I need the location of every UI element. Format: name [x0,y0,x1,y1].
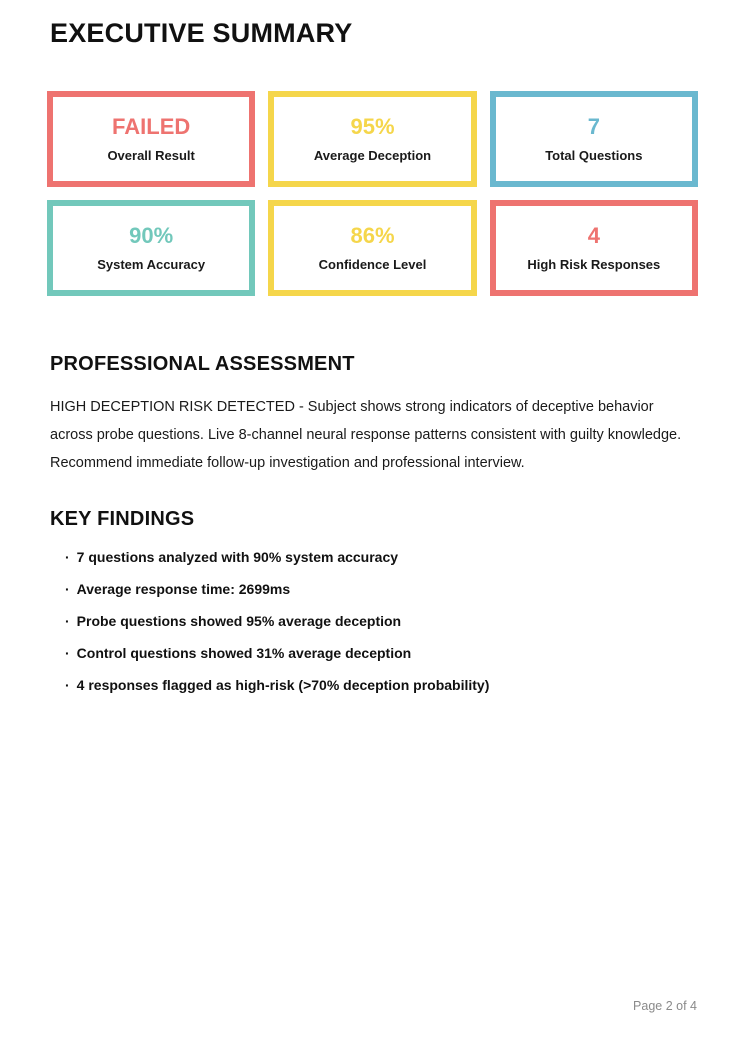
stat-label: Overall Result [107,148,195,163]
stat-card-high-risk-responses [490,200,698,296]
stat-label: High Risk Responses [527,257,661,272]
stat-label: Confidence Level [318,257,427,272]
stat-card-system-accuracy [47,200,255,296]
stat-label: Total Questions [545,148,643,163]
stats-grid [47,91,698,296]
professional-assessment-body: HIGH DECEPTION RISK DETECTED - Subject shows strong indicators of deceptive behavior across probe questions. Live 8-channel neural response patterns consistent with guilty knowledge. Recommend immediate follow-up investigation and professional interview. [50,399,682,471]
key-finding-item: · Probe questions showed 95% average deception [65,614,698,628]
key-finding-item: · Control questions showed 31% average deception [65,646,698,660]
stat-value: 7 [587,114,600,139]
key-finding-item: · 7 questions analyzed with 90% system accuracy [65,550,698,564]
page-number: Page 2 of 4 [633,999,697,1013]
professional-assessment-section [50,353,698,477]
stat-card-total-questions [490,91,698,187]
stat-label: Average Deception [313,148,432,163]
stat-value: 86% [350,223,395,248]
stat-value: FAILED [112,114,191,139]
stat-value: 90% [129,223,174,248]
page-title: EXECUTIVE SUMMARY [50,18,353,48]
key-findings-list [50,550,698,692]
stat-card-overall-result [47,91,255,187]
stat-label: System Accuracy [97,257,206,272]
stat-value: 4 [587,223,600,248]
key-findings-section [50,508,698,692]
key-findings-heading: KEY FINDINGS [50,508,195,530]
professional-assessment-heading: PROFESSIONAL ASSESSMENT [50,353,355,375]
stat-card-confidence-level [268,200,476,296]
key-finding-item: · Average response time: 2699ms [65,582,698,596]
key-finding-item: · 4 responses flagged as high-risk (>70% deception probability) [65,678,698,692]
stat-value: 95% [350,114,395,139]
stat-card-average-deception [268,91,476,187]
